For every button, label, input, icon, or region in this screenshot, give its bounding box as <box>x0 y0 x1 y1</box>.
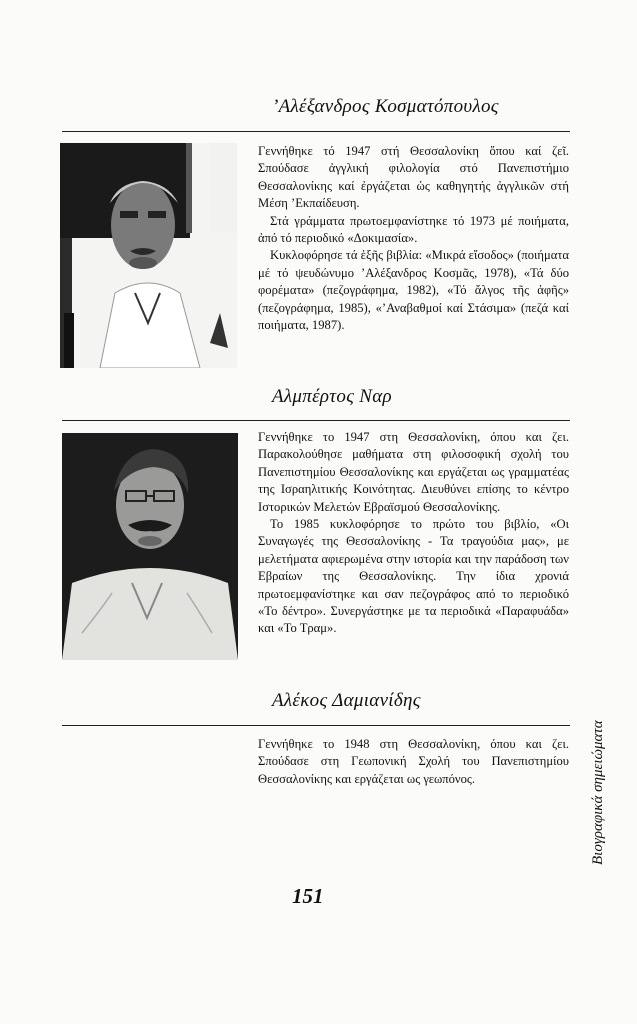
bio-paragraph: Γεννήθηκε το 1947 στη Θεσσαλονίκη, όπου και ζει. Παρακολούθησε μαθήματα στη φιλοσοφική σχολή του Πανεπιστημίου Θεσσαλονίκης και εργάζεται ως γραμματέας της Ισραηλιτικής Κοινότητας. Διευθύνει επίσης το κέντρο Ιστορικών Μελετών Εβραϊσμού Θεσσαλονίκης. <box>258 430 569 514</box>
page-number: 151 <box>292 884 324 908</box>
bio-paragraph: Γεννήθηκε το 1948 στη Θεσσαλονίκη, όπου και ζει. Σπούδασε στη Γεωπονική Σχολή του Πανεπιστημίου Θεσσαλονίκης και εργάζεται ως γεωπόνος. <box>258 737 569 786</box>
bio-paragraph: Το 1985 κυκλοφόρησε το πρώτο του βιβλίο, «Οι Συναγωγές της Θεσσαλονίκης - Τα τραγούδια μας», με μελετήματα αφιερωμένα στην ιστορία και την παράδοση των Εβραίων της Θεσσαλονίκης. Την ίδια χρονιά πρωτοεμφανίστηκε και σαν πεζογράφος από το περιοδικό «Το δέντρο». Συνεργάστηκε με τα περιοδικά «Παραφυάδα» και «Το Τραμ». <box>258 517 569 636</box>
bio-paragraph: Στά γράμματα πρωτοεμφανίστηκε τό 1973 μέ ποιήματα, ἀπό τό περιοδικό «Δοκιμασία». <box>258 213 569 246</box>
section-rule <box>62 725 570 726</box>
author-name-nar: Αλμπέρτος Ναρ <box>272 386 392 407</box>
section-rule <box>62 420 570 421</box>
bio-nar <box>258 429 569 638</box>
bio-kosmatopoulos <box>258 143 569 334</box>
section-side-label: Βιογραφικά σημειώματα <box>590 720 606 865</box>
author-name-kosmatopoulos: ’Αλέξανδρος Κοσματόπουλος <box>272 96 499 117</box>
author-photo-nar <box>62 433 238 660</box>
bio-damianidis <box>258 736 569 788</box>
section-rule <box>62 131 570 132</box>
bio-paragraph: Γεννήθηκε τό 1947 στή Θεσσαλονίκη ὅπου καί ζεῖ. Σπούδασε ἀγγλική φιλολογία στό Πανεπιστήμιο Θεσσαλονίκης καί ἐργάζεται ὡς καθηγητής ἀγγλικῶν στή Μέση ’Εκπαίδευση. <box>258 144 569 211</box>
author-name-damianidis: Αλέκος Δαμιανίδης <box>272 690 421 711</box>
author-photo-kosmatopoulos <box>60 143 237 368</box>
bio-paragraph: Κυκλοφόρησε τά ἑξῆς βιβλία: «Μικρά εἴσοδος» (ποιήματα μέ τό ψευδώνυμο ’Αλέξανδρος Κοσμᾶς, 1978), «Τά δύο φορέματα» (πεζογράφημα, 1982), «Τό ἄλγος τῆς ἀφῆς» (πεζογράφημα, 1985), «’Αναβαθμοί καί Στάσιμα» (πεζά καί ποιήματα, 1987). <box>258 248 569 333</box>
